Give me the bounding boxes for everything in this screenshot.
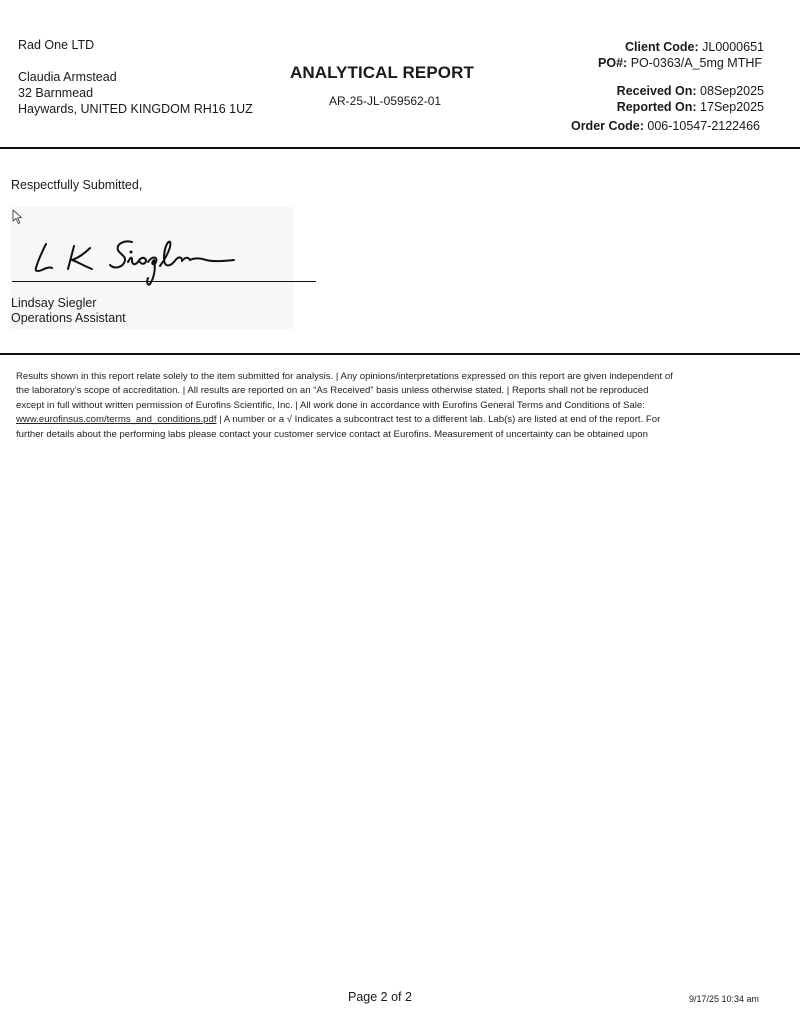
signature-line bbox=[12, 281, 316, 282]
order-code bbox=[571, 119, 760, 133]
header-divider bbox=[0, 147, 800, 149]
signer-title: Operations Assistant bbox=[11, 311, 126, 325]
reported-label: Reported On: bbox=[616, 100, 697, 114]
po-value: PO-0363/A_5mg MTHF bbox=[630, 56, 762, 70]
cursor-icon bbox=[12, 209, 24, 225]
section-divider bbox=[0, 353, 800, 355]
disclaimer-line: further details about the performing labs please contact your customer service contact at Eurofins. Measurement of uncertainty can be obtained upon bbox=[16, 428, 648, 440]
report-number: AR-25-JL-059562-01 bbox=[329, 94, 442, 108]
terms-link[interactable]: www.eurofinsus.com/terms_and_conditions.pdf bbox=[16, 414, 217, 426]
disclaimer bbox=[16, 370, 746, 442]
client-code-label: Client Code: bbox=[625, 40, 699, 54]
client-code-value: JL0000651 bbox=[702, 40, 764, 54]
signer-name: Lindsay Siegler bbox=[11, 296, 97, 310]
received-label: Received On: bbox=[616, 84, 697, 98]
received-on bbox=[617, 84, 764, 98]
order-value: 006-10547-2122466 bbox=[647, 119, 760, 133]
order-label: Order Code: bbox=[570, 119, 644, 133]
disclaimer-line bbox=[16, 413, 746, 427]
report-title: ANALYTICAL REPORT bbox=[290, 63, 474, 82]
handwritten-signature bbox=[28, 228, 238, 288]
po-number bbox=[598, 56, 762, 70]
page-number: Page 2 of 2 bbox=[348, 990, 412, 1004]
disclaimer-line-rest: | A number or a √ Indicates a subcontract test to a different lab. Lab(s) are listed at end of the report. For bbox=[216, 414, 661, 426]
contact-address bbox=[18, 69, 253, 117]
disclaimer-line: Results shown in this report relate solely to the item submitted for analysis. | Any opinions/interpretations expressed on this report are given independent of bbox=[16, 371, 673, 382]
disclaimer-line: except in full without written permission of Eurofins Scientific, Inc. | All work done in accordance with Eurofins General Terms and Conditions of Sale: bbox=[16, 399, 645, 411]
address-line-2: Haywards, UNITED KINGDOM RH16 1UZ bbox=[18, 102, 253, 116]
client-name: Rad One LTD bbox=[18, 38, 95, 52]
address-line-1: 32 Barnmead bbox=[18, 86, 94, 100]
print-timestamp: 9/17/25 10:34 am bbox=[688, 994, 759, 1004]
contact-name: Claudia Armstead bbox=[18, 70, 117, 84]
reported-on bbox=[617, 100, 764, 114]
received-value: 08Sep2025 bbox=[700, 84, 764, 98]
reported-value: 17Sep2025 bbox=[700, 100, 764, 114]
po-label: PO#: bbox=[598, 56, 628, 70]
submitted-text: Respectfully Submitted, bbox=[11, 178, 143, 192]
client-code bbox=[625, 40, 764, 54]
disclaimer-line: the laboratory’s scope of accreditation. | All results are reported on an “As Received” basis unless otherwise stated. | Reports shall not be reproduced bbox=[16, 385, 649, 397]
